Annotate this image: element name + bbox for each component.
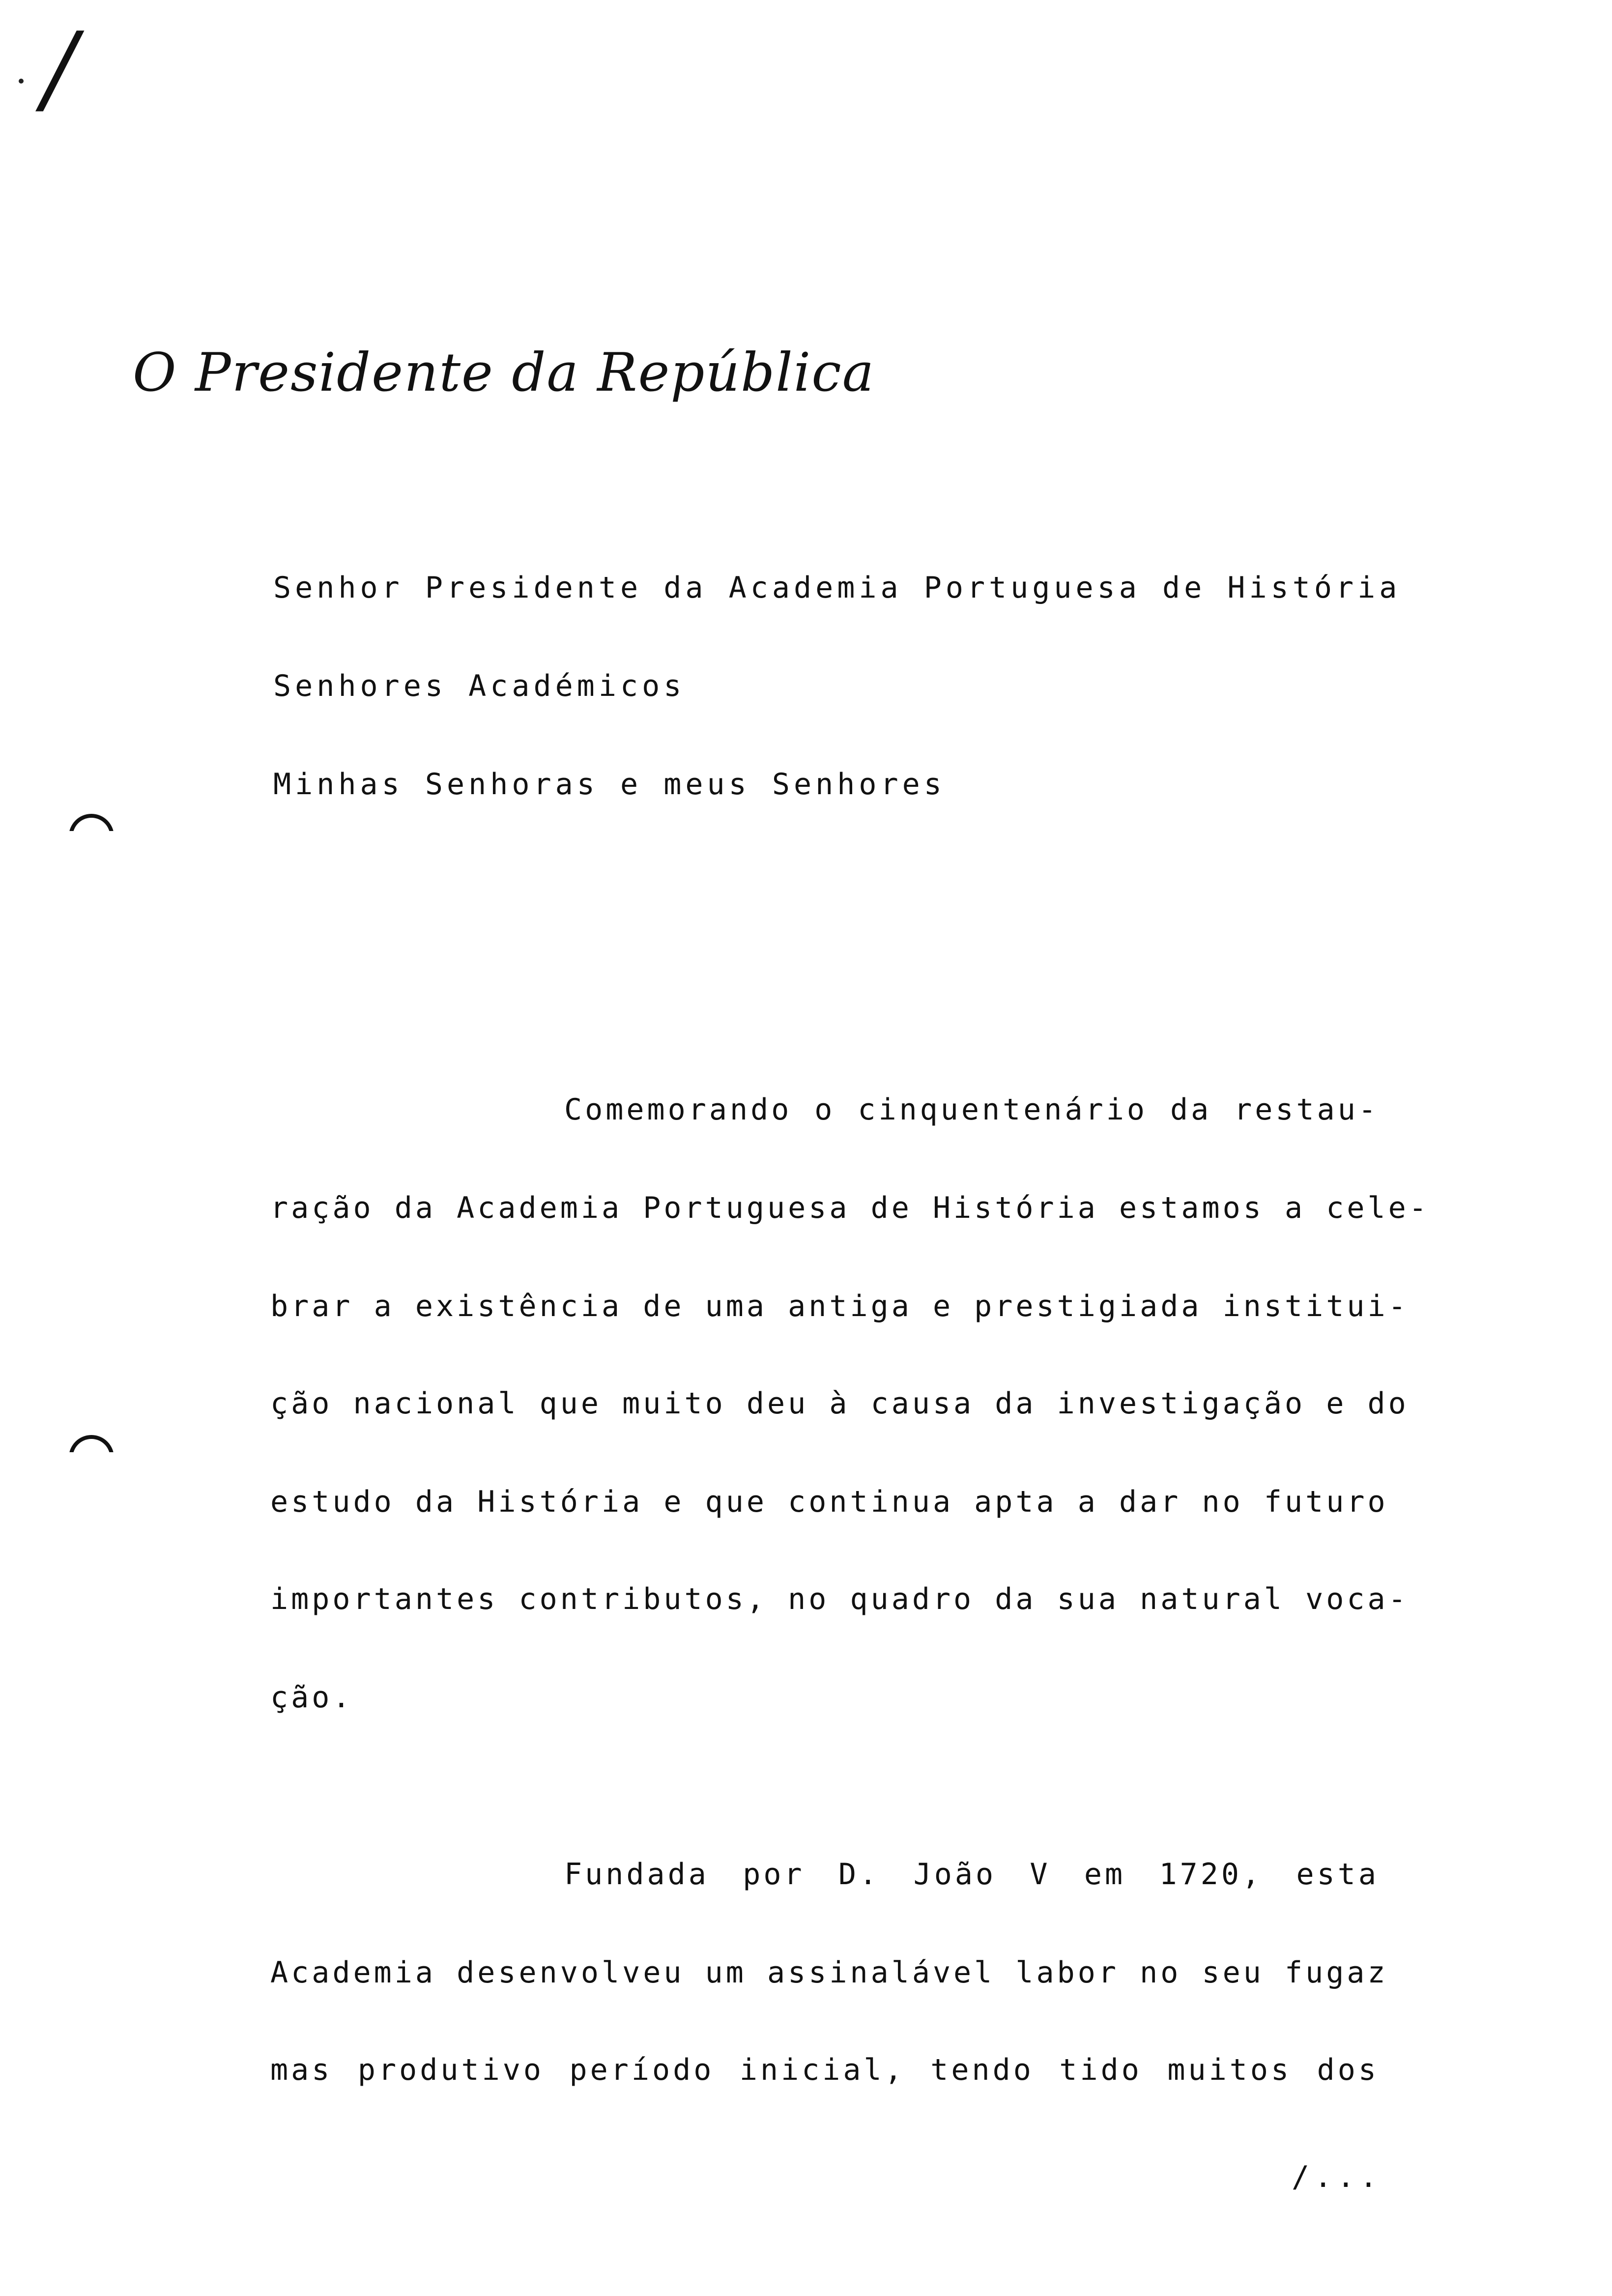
paragraph1-line-4: ção nacional que muito deu à causa da investigação e do	[270, 1386, 1409, 1421]
paragraph1-line-5: estudo da História e que continua apta a dar no futuro	[270, 1485, 1388, 1519]
paragraph1-line-7: ção.	[270, 1680, 353, 1715]
punch-hole-bottom	[69, 1435, 114, 1480]
page-number-dot	[19, 79, 24, 84]
paragraph2-line-3: mas produtivo período inicial, tendo tido muitos dos	[270, 2053, 1379, 2087]
paragraph1-line-6: importantes contributos, no quadro da sua natural voca-	[270, 1582, 1409, 1616]
continuation-mark: /...	[1292, 2160, 1382, 2194]
paragraph1-line-2: ração da Academia Portuguesa de História estamos a cele-	[270, 1191, 1430, 1225]
punch-hole-top	[69, 814, 114, 859]
paragraph2-line-1: Fundada por D. João V em 1720, esta	[564, 1857, 1379, 1892]
letterhead: O Presidente da República	[133, 342, 875, 403]
page-marker: /	[43, 11, 77, 126]
salutation-2: Senhores Académicos	[273, 669, 686, 703]
salutation-3: Minhas Senhoras e meus Senhores	[273, 767, 946, 802]
salutation-1: Senhor Presidente da Academia Portuguesa de História	[273, 571, 1401, 605]
paragraph1-line-1: Comemorando o cinquentenário da restau-	[564, 1092, 1379, 1127]
paragraph2-line-2: Academia desenvolveu um assinalável labor no seu fugaz	[270, 1955, 1388, 1990]
paragraph1-line-3: brar a existência de uma antiga e prestigiada institui-	[270, 1289, 1409, 1323]
